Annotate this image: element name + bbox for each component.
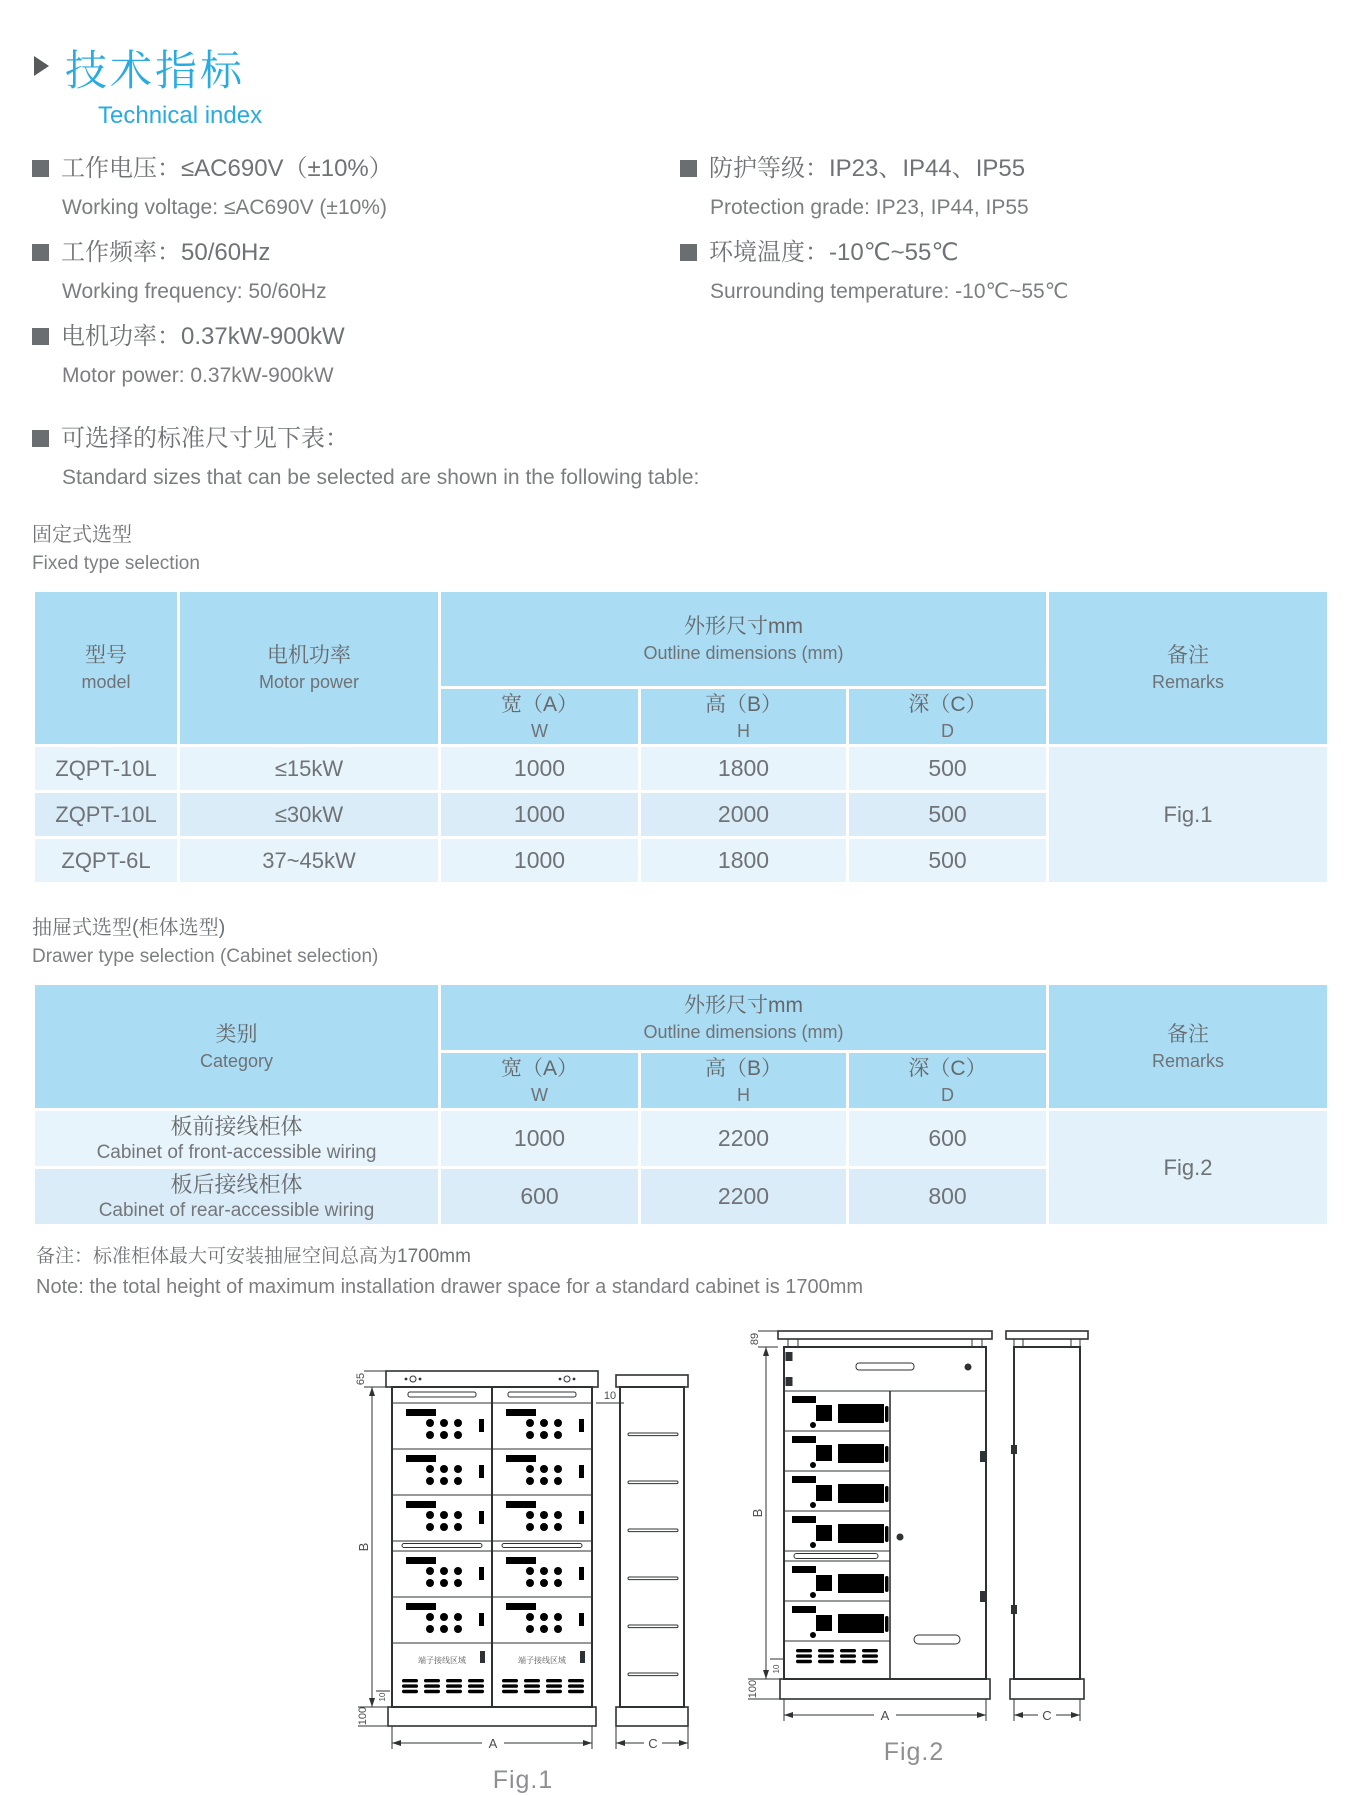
col-d-en: D bbox=[941, 1084, 954, 1105]
fig1-dim-A: A bbox=[488, 1736, 498, 1751]
col-w-cn: 宽（A） bbox=[500, 692, 578, 716]
spec-protection-grade bbox=[680, 152, 1327, 222]
spec-standard-sizes bbox=[32, 422, 1327, 492]
page-title-en: Technical index bbox=[98, 102, 263, 129]
col-header-motor-power bbox=[179, 591, 440, 746]
spec-cn-text: 防护等级：IP23、IP44、IP55 bbox=[709, 155, 1026, 182]
col-header-height bbox=[640, 688, 848, 746]
figure-2 bbox=[738, 1305, 1090, 1767]
col-h-en: H bbox=[737, 1084, 750, 1105]
col-dims-en: Outline dimensions (mm) bbox=[643, 1021, 844, 1042]
col-model-en: model bbox=[81, 672, 131, 692]
fig2-dim-B: B bbox=[750, 1508, 765, 1518]
col-remarks-cn: 备注 bbox=[1167, 644, 1209, 667]
table-note-en: Note: the total height of maximum installation drawer space for a standard cabinet is 1700mm bbox=[36, 1276, 864, 1298]
square-bullet-icon bbox=[32, 328, 49, 345]
square-bullet-icon bbox=[32, 244, 49, 261]
fig2-cabinet-drawing bbox=[738, 1305, 1090, 1729]
spec-en-text: Protection grade: IP23, IP44, IP55 bbox=[710, 196, 1029, 219]
fig1-terminal-label: 端子接线区域 bbox=[518, 1656, 566, 1665]
cell-depth: 800 bbox=[848, 1168, 1048, 1226]
col-header-remarks bbox=[1048, 984, 1329, 1110]
table-row bbox=[34, 1110, 1329, 1168]
spec-cn-text: 工作频率：50/60Hz bbox=[61, 239, 271, 266]
cell-category-en: Cabinet of front-accessible wiring bbox=[96, 1141, 377, 1163]
cell-category bbox=[34, 1110, 440, 1168]
cell-height: 1800 bbox=[640, 838, 848, 884]
col-dims-en: Outline dimensions (mm) bbox=[643, 643, 844, 663]
fig2-dim-89: 89 bbox=[749, 1332, 761, 1346]
cell-width: 600 bbox=[440, 1168, 640, 1226]
square-bullet-icon bbox=[680, 244, 697, 261]
table-note-cn: 备注：标准柜体最大可安装抽屉空间总高为1700mm bbox=[36, 1246, 471, 1267]
spec-en-text: Working voltage: ≤AC690V (±10%) bbox=[62, 196, 387, 219]
col-remarks-cn: 备注 bbox=[1167, 1022, 1209, 1046]
cell-remark-fig1: Fig.1 bbox=[1048, 746, 1329, 884]
spec-working-frequency bbox=[32, 236, 680, 306]
cell-depth: 500 bbox=[848, 792, 1048, 838]
fig1-dim-B: B bbox=[356, 1542, 371, 1552]
col-dims-cn: 外形尺寸mm bbox=[684, 615, 803, 638]
col-w-en: W bbox=[531, 1084, 548, 1105]
fig1-dim-10-bottom: 10 bbox=[378, 1692, 387, 1702]
spec-cn-text: 可选择的标准尺寸见下表： bbox=[61, 425, 349, 452]
col-header-depth bbox=[848, 1052, 1048, 1110]
fig1-dim-C: C bbox=[648, 1736, 658, 1751]
fig2-dim-100: 100 bbox=[747, 1679, 759, 1699]
col-h-en: H bbox=[737, 720, 750, 741]
drawer-type-heading-en: Drawer type selection (Cabinet selection) bbox=[32, 946, 379, 967]
col-header-outline-dimensions bbox=[440, 591, 1048, 688]
figure-1 bbox=[350, 1345, 696, 1795]
spec-working-voltage bbox=[32, 152, 680, 222]
cell-remark-fig2: Fig.2 bbox=[1048, 1110, 1329, 1226]
cell-category-en: Cabinet of rear-accessible wiring bbox=[98, 1199, 375, 1221]
square-bullet-icon bbox=[32, 430, 49, 447]
col-header-width bbox=[440, 1052, 640, 1110]
col-d-cn: 深（C） bbox=[908, 692, 987, 716]
fig2-caption: Fig.2 bbox=[883, 1738, 945, 1766]
col-header-category bbox=[34, 984, 440, 1110]
col-w-en: W bbox=[531, 720, 548, 741]
col-header-remarks bbox=[1048, 591, 1329, 746]
col-remarks-en: Remarks bbox=[1151, 672, 1224, 692]
col-header-outline-dimensions bbox=[440, 984, 1048, 1052]
col-power-en: Motor power bbox=[258, 672, 360, 692]
cell-power: ≤15kW bbox=[179, 746, 440, 792]
col-d-en: D bbox=[941, 720, 954, 741]
spec-en-text: Working frequency: 50/60Hz bbox=[62, 280, 327, 303]
col-h-cn: 高（B） bbox=[704, 1056, 782, 1080]
spec-list bbox=[32, 152, 1327, 492]
cell-model: ZQPT-10L bbox=[34, 792, 179, 838]
cell-width: 1000 bbox=[440, 838, 640, 884]
cell-model: ZQPT-6L bbox=[34, 838, 179, 884]
fig1-cabinet-drawing bbox=[350, 1345, 696, 1757]
section-arrow-icon bbox=[34, 56, 49, 76]
col-category-en: Category bbox=[199, 1050, 274, 1071]
cell-height: 2200 bbox=[640, 1110, 848, 1168]
col-header-model bbox=[34, 591, 179, 746]
col-header-depth bbox=[848, 688, 1048, 746]
fig1-terminal-label: 端子接线区域 bbox=[418, 1656, 466, 1665]
square-bullet-icon bbox=[680, 160, 697, 177]
table-row bbox=[34, 746, 1329, 792]
cell-category-cn: 板后接线柜体 bbox=[170, 1171, 303, 1197]
cell-model: ZQPT-10L bbox=[34, 746, 179, 792]
col-w-cn: 宽（A） bbox=[500, 1056, 578, 1080]
cell-height: 2000 bbox=[640, 792, 848, 838]
spec-cn-text: 环境温度：-10℃~55℃ bbox=[709, 239, 959, 266]
drawer-type-heading-cn: 抽屉式选型(柜体选型) bbox=[32, 917, 226, 939]
cell-category bbox=[34, 1168, 440, 1226]
col-header-width bbox=[440, 688, 640, 746]
page-header bbox=[34, 38, 1327, 130]
figures-row bbox=[32, 1305, 1327, 1795]
fixed-type-table bbox=[32, 589, 1330, 885]
cell-width: 1000 bbox=[440, 792, 640, 838]
cell-height: 1800 bbox=[640, 746, 848, 792]
fixed-type-heading-cn: 固定式选型 bbox=[32, 524, 132, 546]
fig2-dim-C: C bbox=[1042, 1708, 1052, 1723]
col-model-cn: 型号 bbox=[85, 644, 127, 667]
cell-height: 2200 bbox=[640, 1168, 848, 1226]
col-header-height bbox=[640, 1052, 848, 1110]
spec-motor-power bbox=[32, 320, 680, 390]
page-title-cn: 技术指标 bbox=[65, 47, 246, 94]
spec-en-text: Surrounding temperature: -10℃~55℃ bbox=[710, 280, 1069, 303]
fixed-type-heading bbox=[32, 518, 1327, 575]
cell-power: ≤30kW bbox=[179, 792, 440, 838]
spec-cn-text: 工作电压：≤AC690V（±10%） bbox=[61, 155, 393, 182]
square-bullet-icon bbox=[32, 160, 49, 177]
col-power-cn: 电机功率 bbox=[267, 644, 351, 667]
fixed-type-heading-en: Fixed type selection bbox=[32, 553, 200, 574]
fig2-dim-A: A bbox=[880, 1708, 890, 1723]
fig1-dim-65: 65 bbox=[355, 1372, 367, 1386]
spec-cn-text: 电机功率：0.37kW-900kW bbox=[61, 323, 345, 350]
cell-depth: 500 bbox=[848, 746, 1048, 792]
spec-en-text: Motor power: 0.37kW-900kW bbox=[62, 364, 334, 387]
col-h-cn: 高（B） bbox=[704, 692, 782, 716]
col-remarks-en: Remarks bbox=[1151, 1050, 1224, 1071]
col-category-cn: 类别 bbox=[215, 1022, 258, 1046]
spec-en-text: Standard sizes that can be selected are shown in the following table: bbox=[62, 466, 700, 489]
cell-width: 1000 bbox=[440, 1110, 640, 1168]
drawer-type-table bbox=[32, 982, 1330, 1227]
cell-power: 37~45kW bbox=[179, 838, 440, 884]
spec-surrounding-temperature bbox=[680, 236, 1327, 306]
drawer-type-heading bbox=[32, 911, 1327, 968]
cell-width: 1000 bbox=[440, 746, 640, 792]
fig2-dim-10: 10 bbox=[772, 1664, 781, 1674]
col-dims-cn: 外形尺寸mm bbox=[684, 993, 803, 1017]
table-note bbox=[36, 1241, 1327, 1299]
cell-depth: 600 bbox=[848, 1110, 1048, 1168]
col-d-cn: 深（C） bbox=[908, 1056, 987, 1080]
cell-depth: 500 bbox=[848, 838, 1048, 884]
fig1-dim-100: 100 bbox=[357, 1706, 369, 1726]
cell-category-cn: 板前接线柜体 bbox=[170, 1113, 303, 1139]
fig1-caption: Fig.1 bbox=[492, 1766, 554, 1794]
fig1-dim-10-top: 10 bbox=[603, 1390, 617, 1402]
